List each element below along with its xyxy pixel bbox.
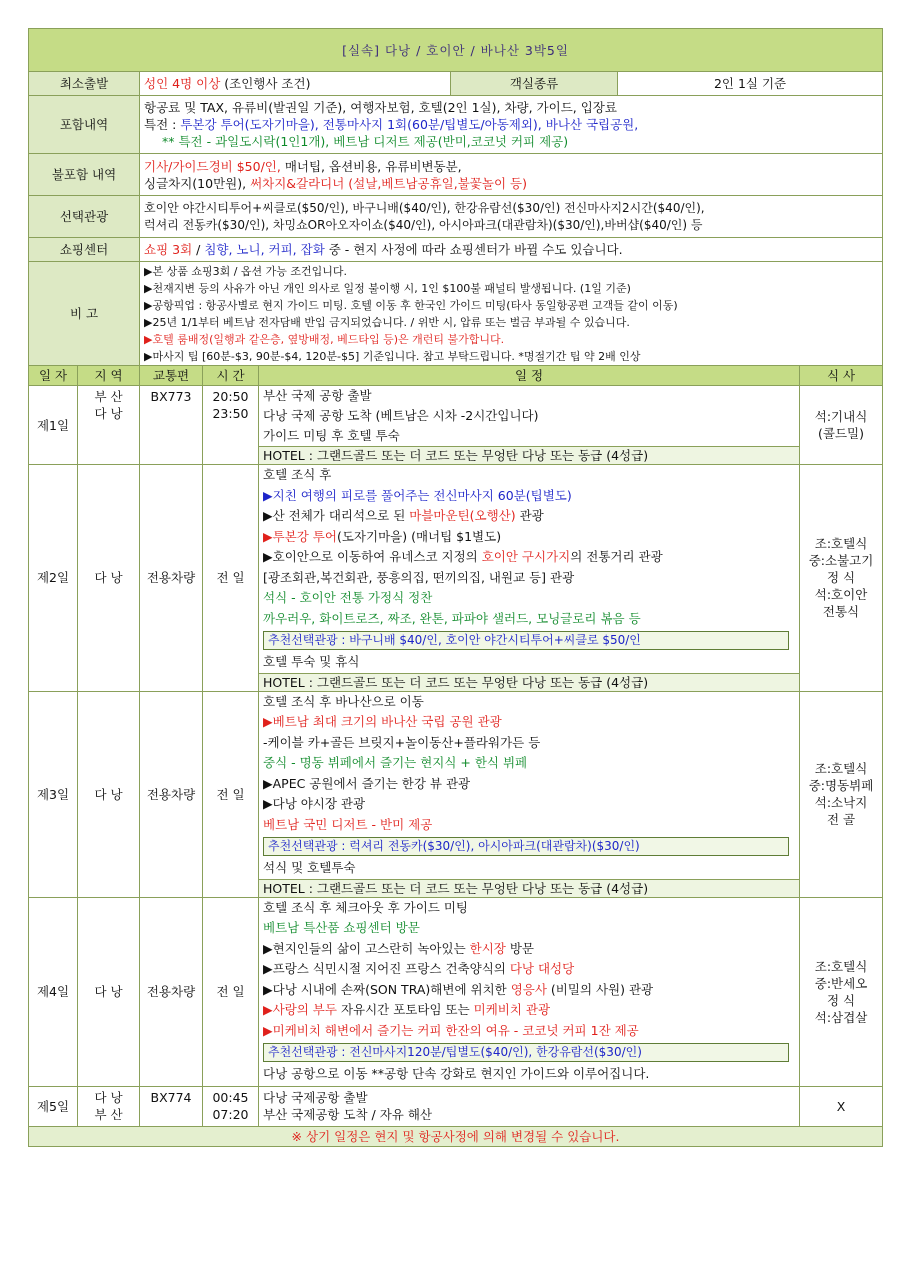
day-1-region: 부 산 다 낭 xyxy=(78,386,140,465)
day-5-region: 다 낭 부 산 xyxy=(78,1086,140,1126)
shopping-label: 쇼핑센터 xyxy=(29,238,140,262)
optional-tour-label: 선택관광 xyxy=(29,196,140,238)
day-2-schedule: 호텔 조식 후 ▶지친 여행의 피로를 풀어주는 전신마사지 60분(팁별도) ▶산 전체가 대리석으로 된 마블마운틴(오행산) 관광 ▶투본강 투어(도자기마을) (매너팁 $1별도) ▶호이안으로 이동하여 유네스코 지정의 호이안 구시가지의 전통거리 관광 [광조회관,복건회관, 풍흥의집, 떤끼의집, 내원교 등] 관광 석식 - 호이안 전통 가정식 정찬 까우러우, 화이트로즈, 짜조, 완톤, 파파야 샐러드, 모닝글로리 볶음 등 추천선택관광 : 바구니배 $40/인, 호이안 야간시티투어+씨클로 $50/인 호텔 투숙 및 휴식 xyxy=(259,465,800,674)
day-5-time: 00:45 07:20 xyxy=(203,1086,259,1126)
remark-item: ▶마사지 팁 [60분-$3, 90분-$4, 120분-$5] 기준입니다. 참고 부탁드립니다. *명절기간 팁 약 2배 인상 xyxy=(144,349,641,363)
day-5-schedule: 다낭 국제공항 출발 부산 국제공항 도착 / 자유 해산 xyxy=(259,1086,800,1126)
day-1-schedule: 부산 국제 공항 출발 다낭 국제 공항 도착 (베트남은 시차 -2시간입니다) 가이드 미팅 후 호텔 투숙 xyxy=(259,386,800,447)
day-2-transport: 전용차량 xyxy=(140,465,203,692)
col-header-meal: 식 사 xyxy=(800,366,883,386)
min-departure-label: 최소출발 xyxy=(29,72,140,96)
day-4-transport: 전용차량 xyxy=(140,897,203,1086)
remark-item: ▶본 상품 쇼핑3회 / 옵션 가능 조건입니다. xyxy=(144,264,348,278)
excluded-label: 불포함 내역 xyxy=(29,154,140,196)
day-4-time: 전 일 xyxy=(203,897,259,1086)
day-3-meal: 조:호텔식 중:명동뷔페 석:소낙지 전 골 xyxy=(800,691,883,897)
day-1-label: 제1일 xyxy=(29,386,78,465)
day-2-region: 다 낭 xyxy=(78,465,140,692)
shopping-value: 쇼핑 3회 / 침향, 노니, 커피, 잡화 중 - 현지 사정에 따라 쇼핑센터가 바뀔 수도 있습니다. xyxy=(140,238,883,262)
col-header-day: 일 자 xyxy=(29,366,78,386)
remark-item: ▶호텔 룸배정(일행과 같은층, 옆방배정, 베드타입 등)은 개런티 불가합니다. xyxy=(144,332,505,346)
day-3-schedule: 호텔 조식 후 바나산으로 이동 ▶베트남 최대 크기의 바나산 국립 공원 관광 -케이블 카+골든 브릿지+놀이동산+플라워가든 등 중식 - 명동 뷔페에서 즐기는 현지식 + 한식 뷔페 ▶APEC 공원에서 즐기는 한강 뷰 관광 ▶다낭 야시장 관광 베트남 국민 디저트 - 반미 제공 추천선택관광 : 럭셔리 전동카($30/인), 아시아파크(대관람차)($30/인) 석식 및 호텔투숙 xyxy=(259,691,800,879)
day-4-recommended-option: 추천선택관광 : 전신마사지120분/팁별도($40/인), 한강유람선($30/인) xyxy=(263,1043,789,1062)
day-1-transport: BX773 xyxy=(140,386,203,465)
day-4-region: 다 낭 xyxy=(78,897,140,1086)
day-3-transport: 전용차량 xyxy=(140,691,203,897)
remarks-list xyxy=(140,262,883,366)
day-4-meal: 조:호텔식 중:반세오 정 식 석:삼겹살 xyxy=(800,897,883,1086)
day-5-transport: BX774 xyxy=(140,1086,203,1126)
day-2-label: 제2일 xyxy=(29,465,78,692)
day-3-time: 전 일 xyxy=(203,691,259,897)
day-3-hotel: HOTEL : 그랜드골드 또는 더 코드 또는 무엉탄 다낭 또는 동급 (4성급) xyxy=(259,879,800,897)
included-label: 포함내역 xyxy=(29,96,140,154)
day-3-label: 제3일 xyxy=(29,691,78,897)
min-departure-value: 성인 4명 이상 (조인행사 조건) xyxy=(140,72,451,96)
itinerary-table xyxy=(28,28,883,1147)
day-2-meal: 조:호텔식 중:소불고기 정 식 석:호이안 전통식 xyxy=(800,465,883,692)
day-2-hotel: HOTEL : 그랜드골드 또는 더 코드 또는 무엉탄 다낭 또는 동급 (4성급) xyxy=(259,673,800,691)
day-1-time: 20:50 23:50 xyxy=(203,386,259,465)
room-type-label: 객실종류 xyxy=(451,72,618,96)
remark-item: ▶공항픽업 : 항공사별로 현지 가이드 미팅. 호텔 이동 후 한국인 가이드 미팅(타사 동일항공편 고객들 같이 이동) xyxy=(144,298,678,312)
included-value: 항공료 및 TAX, 유류비(발권일 기준), 여행자보험, 호텔(2인 1실), 차량, 가이드, 입장료 특전 : 투본강 투어(도자기마을), 전통마사지 1회(60분/팁별도/아동제외), 바나산 국립공원, ** 특전 - 과일도시락(1인1개), 베트남 디저트 제공(반미,코코넛 커피 제공) xyxy=(140,96,883,154)
day-1-hotel: HOTEL : 그랜드골드 또는 더 코드 또는 무엉탄 다낭 또는 동급 (4성급) xyxy=(259,447,800,465)
day-4-label: 제4일 xyxy=(29,897,78,1086)
day-3-region: 다 낭 xyxy=(78,691,140,897)
excluded-value: 기사/가이드경비 $50/인, 매너팁, 옵션비용, 유류비변동분, 싱글차지(10만원), 써차지&갈라디너 (설날,베트남공휴일,불꽃놀이 등) xyxy=(140,154,883,196)
remark-item: ▶25년 1/1부터 베트남 전자담배 반입 금지되었습니다. / 위반 시, 압류 또는 벌금 부과될 수 있습니다. xyxy=(144,315,630,329)
day-2-time: 전 일 xyxy=(203,465,259,692)
remarks-label: 비 고 xyxy=(29,262,140,366)
col-header-region: 지 역 xyxy=(78,366,140,386)
page-title: [실속] 다낭 / 호이안 / 바나산 3박5일 xyxy=(29,29,883,72)
day-3-recommended-option: 추천선택관광 : 럭셔리 전동카($30/인), 아시아파크(대관람차)($30/인) xyxy=(263,837,789,856)
day-1-meal: 석:기내식 (콜드밀) xyxy=(800,386,883,465)
day-5-label: 제5일 xyxy=(29,1086,78,1126)
remark-item: ▶천재지변 등의 사유가 아닌 개인 의사로 일정 불이행 시, 1인 $100불 패널티 발생됩니다. (1일 기준) xyxy=(144,281,631,295)
day-2-recommended-option: 추천선택관광 : 바구니배 $40/인, 호이안 야간시티투어+씨클로 $50/인 xyxy=(263,631,789,650)
col-header-schedule: 일 정 xyxy=(259,366,800,386)
day-5-meal: X xyxy=(800,1086,883,1126)
day-4-schedule: 호텔 조식 후 체크아웃 후 가이드 미팅 베트남 특산품 쇼핑센터 방문 ▶현지인들의 삶이 고스란히 녹아있는 한시장 방문 ▶프랑스 식민시절 지어진 프랑스 건축양식의 다낭 대성당 ▶다낭 시내에 손짜(SON TRA)해변에 위치한 영응사 (비밀의 사원) 관광 ▶사랑의 부두 자유시간 포토타임 또는 미케비치 관광 ▶미케비치 해변에서 즐기는 커피 한잔의 여유 - 코코넛 커피 1잔 제공 추천선택관광 : 전신마사지120분/팁별도($40/인), 한강유람선($30/인) 다낭 공항으로 이동 **공항 단속 강화로 현지인 가이드와 이루어집니다. xyxy=(259,897,800,1086)
optional-tour-value: 호이안 야간시티투어+씨클로($50/인), 바구니배($40/인), 한강유람선($30/인) 전신마사지2시간($40/인), 럭셔리 전동카($30/인), 차밍쇼OR아오자이쇼($40/인), 아시아파크(대관람차)($30/인),바버샵($40/인) 등 xyxy=(140,196,883,238)
room-type-value: 2인 1실 기준 xyxy=(618,72,883,96)
col-header-time: 시 간 xyxy=(203,366,259,386)
col-header-transport: 교통편 xyxy=(140,366,203,386)
footer-notice: ※ 상기 일정은 현지 및 항공사정에 의해 변경될 수 있습니다. xyxy=(29,1126,883,1146)
